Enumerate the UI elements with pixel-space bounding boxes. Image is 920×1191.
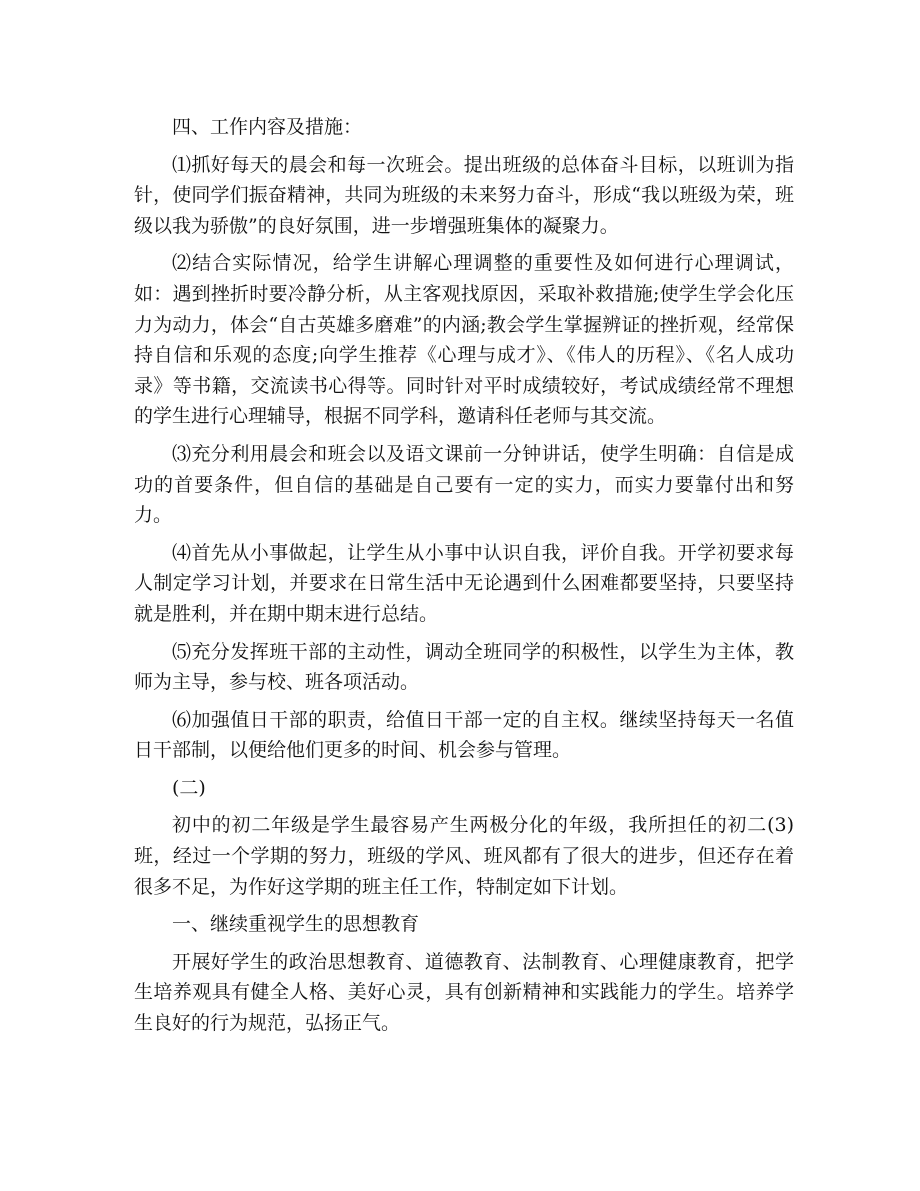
paragraph-intro-grade-two: 初中的初二年级是学生最容易产生两极分化的年级，我所担任的初二(3)班，经过一个学期的努力，班级的学风、班风都有了很大的进步，但还存在着很多不足，为作好这学期的班主任工作，特制定如下计划。 [134, 814, 794, 898]
paragraph-item-6: ⑹加强值日干部的职责，给值日干部一定的自主权。继续坚持每天一名值日干部制，以便给他们更多的时间、机会参与管理。 [134, 708, 794, 762]
paragraph-item-3: ⑶充分利用晨会和班会以及语文课前一分钟讲话，使学生明确：自信是成功的首要条件，但自信的基础是自己要有一定的实力，而实力要靠付出和努力。 [134, 442, 794, 527]
section-heading-work-content: 四、工作内容及措施： [172, 116, 363, 138]
paragraph-ideology-education: 开展好学生的政治思想教育、道德教育、法制教育、心理健康教育，把学生培养观具有健全人格、美好心灵，具有创新精神和实践能力的学生。培养学生良好的行为规范，弘扬正气。 [134, 950, 794, 1035]
paragraph-item-1: ⑴抓好每天的晨会和每一次班会。提出班级的总体奋斗目标，以班训为指针，使同学们振奋精神，共同为班级的未来努力奋斗，形成“我以班级为荣，班级以我为骄傲”的良好氛围，进一步增强班集体的凝聚力。 [134, 153, 794, 237]
document-body [134, 112, 794, 1046]
paragraph-item-4: ⑷首先从小事做起，让学生从小事中认识自我，评价自我。开学初要求每人制定学习计划，并要求在日常生活中无论遇到什么困难都要坚持，只要坚持就是胜利，并在期中期末进行总结。 [134, 541, 794, 625]
paragraph-item-5: ⑸充分发挥班干部的主动性，调动全班同学的积极性，以学生为主体，教师为主导，参与校、班各项活动。 [134, 640, 794, 694]
section-heading-part-two: (二) [172, 776, 206, 799]
section-heading-ideology-education: 一、继续重视学生的思想教育 [172, 913, 420, 936]
paragraph-item-2: ⑵结合实际情况，给学生讲解心理调整的重要性及如何进行心理调试，如：遇到挫折时要冷静分析，从主客观找原因，采取补救措施;使学生学会化压力为动力，体会“自古英雄多磨难”的内涵;教会学生掌握辨证的挫折观，经常保持自信和乐观的态度;向学生推荐《心理与成才》、《伟人的历程》、《名人成功录》等书籍，交流读书心得等。同时针对平时成绩较好，考试成绩经常不理想的学生进行心理辅导，根据不同学科，邀请科任老师与其交流。 [134, 252, 794, 428]
